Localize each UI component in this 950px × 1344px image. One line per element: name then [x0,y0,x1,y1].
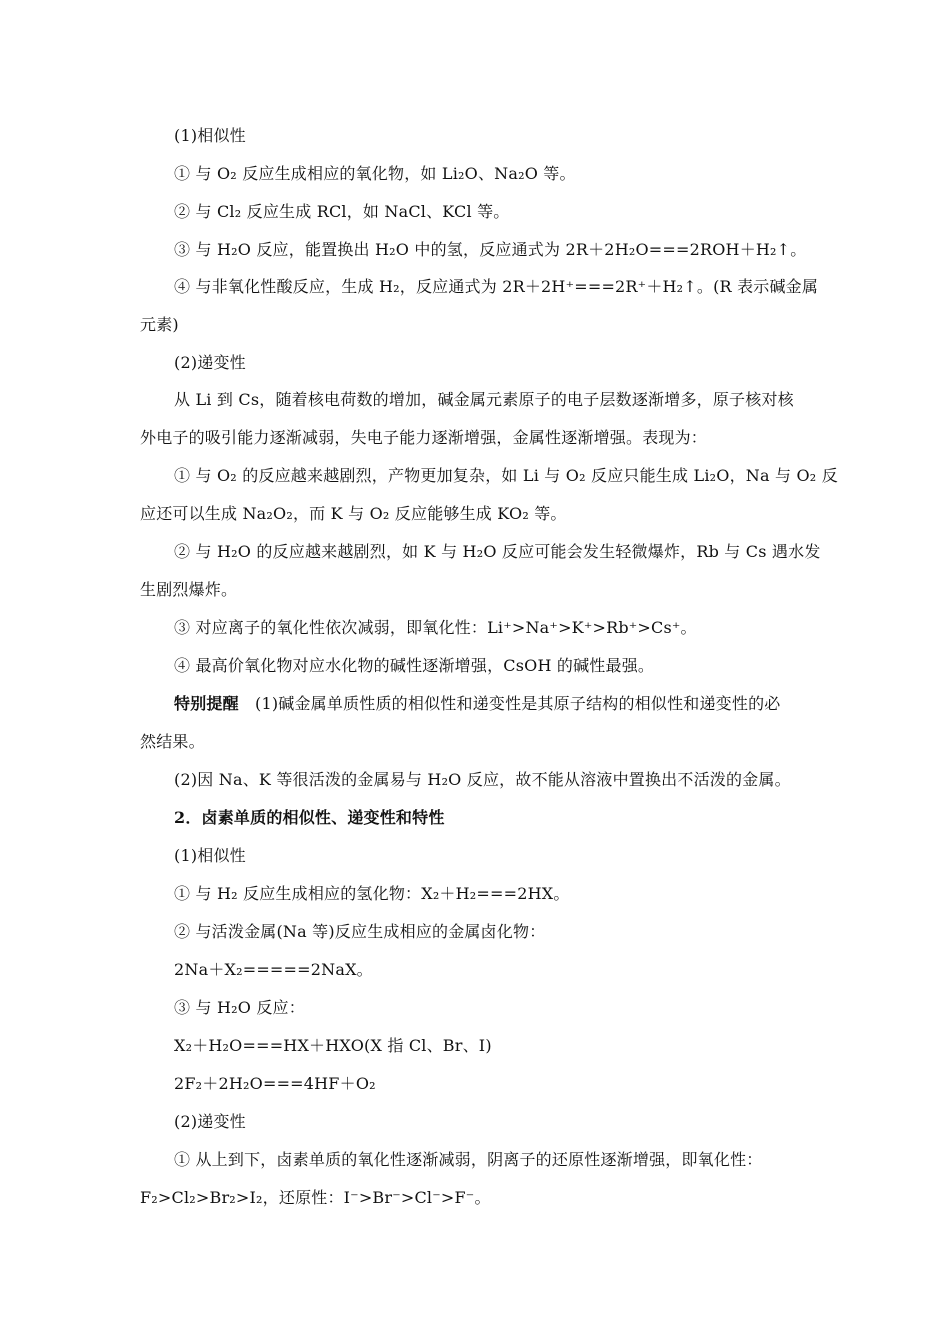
text-line: 然结果。 [140,732,205,751]
text-line: (1)相似性 [174,846,246,865]
text-line: ① 与 O₂ 的反应越来越剧烈，产物更加复杂，如 Li 与 O₂ 反应只能生成 Li₂O，Na 与 O₂ 反 [174,466,838,485]
equation-line: X₂＋H₂O===HX＋HXO(X 指 Cl、Br、I) [174,1036,492,1055]
text-line: 外电子的吸引能力逐渐减弱，失电子能力逐渐增强，金属性逐渐增强。表现为： [140,428,708,447]
text-line: ② 与活泼金属(Na 等)反应生成相应的金属卤化物： [174,922,546,941]
text-line: (2)递变性 [174,353,246,372]
text-line: 元素) [140,315,179,334]
text-line: 从 Li 到 Cs，随着核电荷数的增加，碱金属元素原子的电子层数逐渐增多，原子核对核 [174,390,794,409]
text-line: (2)递变性 [174,1112,246,1131]
text-line: ④ 最高价氧化物对应水化物的碱性逐渐增强，CsOH 的碱性最强。 [174,656,655,675]
section-heading: 2．卤素单质的相似性、递变性和特性 [174,808,445,827]
text-line: ② 与 H₂O 的反应越来越剧烈，如 K 与 H₂O 反应可能会发生轻微爆炸，Rb 与 Cs 遇水发 [174,542,821,561]
equation-line: 2F₂＋2H₂O===4HF＋O₂ [174,1074,376,1093]
text-line: (2)因 Na、K 等很活泼的金属易与 H₂O 反应，故不能从溶液中置换出不活泼的金属。 [174,770,791,789]
text-line: 生剧烈爆炸。 [140,580,238,599]
text-line: ③ 与 H₂O 反应： [174,998,305,1017]
text-line: ① 与 H₂ 反应生成相应的氢化物：X₂＋H₂===2HX。 [174,884,570,903]
text-line: ③ 对应离子的氧化性依次减弱，即氧化性：Li⁺>Na⁺>K⁺>Rb⁺>Cs⁺。 [174,618,697,637]
text-line: ④ 与非氧化性酸反应，生成 H₂，反应通式为 2R＋2H⁺===2R⁺＋H₂↑。(R 表示碱金属 [174,277,819,296]
special-note-label: 特别提醒 [174,694,239,713]
text-line: ① 从上到下，卤素单质的氧化性逐渐减弱，阴离子的还原性逐渐增强，即氧化性： [174,1150,763,1169]
equation-line: 2Na＋X₂=====2NaX。 [174,960,373,979]
text-line: ② 与 Cl₂ 反应生成 RCl，如 NaCl、KCl 等。 [174,202,510,221]
text-line: F₂>Cl₂>Br₂>I₂，还原性：I⁻>Br⁻>Cl⁻>F⁻。 [140,1188,491,1207]
text-line: 应还可以生成 Na₂O₂，而 K 与 O₂ 反应能够生成 KO₂ 等。 [140,504,567,523]
text-line: (1)相似性 [174,126,246,145]
special-note-text: (1)碱金属单质性质的相似性和递变性是其原子结构的相似性和递变性的必 [238,694,781,713]
special-note-line [174,694,780,714]
text-line: ① 与 O₂ 反应生成相应的氧化物，如 Li₂O、Na₂O 等。 [174,164,576,183]
text-line: ③ 与 H₂O 反应，能置换出 H₂O 中的氢，反应通式为 2R＋2H₂O===2ROH＋H₂↑。 [174,240,807,259]
